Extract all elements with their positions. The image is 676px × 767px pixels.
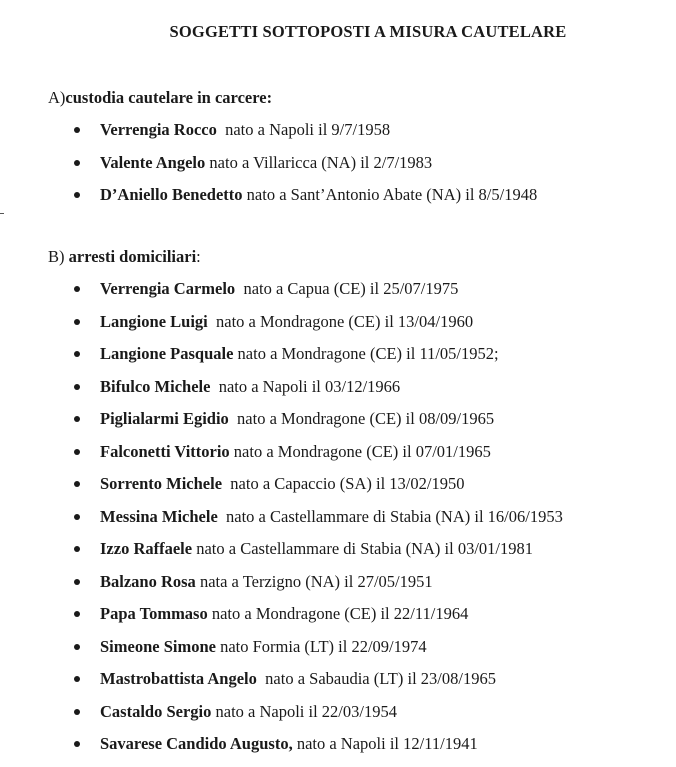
bullet-icon — [74, 741, 80, 747]
section-a-list — [48, 120, 537, 218]
list-item — [48, 312, 563, 345]
section-custodia-cautelare — [48, 88, 537, 218]
person-name: Simeone Simone — [100, 636, 216, 656]
list-item — [48, 344, 563, 377]
section-a-heading — [48, 88, 537, 108]
person-name: Izzo Raffaele — [100, 539, 193, 558]
section-a-prefix: A) — [48, 88, 66, 107]
bullet-icon — [74, 514, 80, 520]
person-detail: nato a Napoli il 03/12/1966 — [210, 376, 401, 396]
person-name: Piglialarmi Egidio — [100, 409, 229, 428]
person-detail: nato Formia (LT) il 22/09/1974 — [215, 636, 427, 656]
person-name: Langione Luigi — [100, 311, 208, 331]
person-name: Falconetti Vittorio — [100, 441, 230, 461]
bullet-icon — [74, 319, 80, 325]
person-detail: nato a Mondragone (CE) il 13/04/1960 — [207, 311, 474, 331]
list-item — [48, 120, 537, 153]
person-name: Savarese Candido Augusto, — [100, 734, 293, 753]
list-item — [48, 572, 563, 605]
person-name: Castaldo Sergio — [100, 701, 212, 721]
list-item — [48, 669, 563, 702]
person-name: Verrengia Rocco — [100, 120, 217, 139]
person-detail: nato a Napoli il 12/11/1941 — [292, 734, 478, 753]
person-name: Messina Michele — [100, 506, 218, 526]
section-b-prefix: B) — [48, 247, 69, 266]
person-name: Sorrento Michele — [100, 474, 223, 493]
list-item — [48, 539, 563, 572]
person-detail: nato a Capaccio (SA) il 13/02/1950 — [222, 474, 465, 493]
bullet-icon — [74, 351, 80, 357]
person-detail: nato a Napoli il 22/03/1954 — [211, 701, 397, 721]
list-item — [48, 702, 563, 735]
document-title: SOGGETTI SOTTOPOSTI A MISURA CAUTELARE — [169, 22, 567, 41]
person-name: D’Aniello Benedetto — [100, 185, 243, 204]
bullet-icon — [74, 546, 80, 552]
section-b-title: arresti domiciliari — [68, 247, 197, 266]
bullet-icon — [74, 611, 80, 617]
bullet-icon — [74, 384, 80, 390]
list-item — [48, 153, 537, 186]
section-b-title-suffix: : — [196, 247, 201, 266]
person-detail: nata a Terzigno (NA) il 27/05/1951 — [195, 571, 433, 591]
section-b-list — [48, 279, 563, 767]
bullet-icon — [74, 449, 80, 455]
person-detail: nato a Mondragone (CE) il 11/05/1952; — [233, 344, 499, 363]
person-name: Valente Angelo — [100, 152, 206, 172]
bullet-icon — [74, 192, 80, 198]
bullet-icon — [74, 579, 80, 585]
person-detail: nato a Sabaudia (LT) il 23/08/1965 — [256, 669, 496, 688]
bullet-icon — [74, 416, 80, 422]
person-name: Balzano Rosa — [100, 571, 196, 591]
person-detail: nato a Mondragone (CE) il 08/09/1965 — [228, 409, 495, 428]
person-name: Langione Pasquale — [100, 344, 234, 363]
person-detail: nato a Napoli il 9/7/1958 — [216, 120, 391, 139]
person-detail: nato a Castellammare di Stabia (NA) il 03/01/1981 — [192, 539, 534, 558]
margin-mark — [0, 213, 4, 214]
person-name: Bifulco Michele — [100, 376, 211, 396]
bullet-icon — [74, 286, 80, 292]
bullet-icon — [74, 644, 80, 650]
section-b-heading — [48, 247, 563, 267]
section-a-title: custodia cautelare in carcere: — [65, 88, 273, 107]
person-detail: nato a Villaricca (NA) il 2/7/1983 — [205, 152, 433, 172]
list-item — [48, 279, 563, 312]
person-detail: nato a Mondragone (CE) il 07/01/1965 — [229, 441, 491, 461]
list-item — [48, 409, 563, 442]
list-item — [48, 185, 537, 218]
person-name: Papa Tommaso — [100, 604, 208, 623]
bullet-icon — [74, 481, 80, 487]
bullet-icon — [74, 127, 80, 133]
list-item — [48, 637, 563, 670]
bullet-icon — [74, 160, 80, 166]
person-name: Mastrobattista Angelo — [100, 669, 257, 688]
list-item — [48, 474, 563, 507]
person-detail: nato a Mondragone (CE) il 22/11/1964 — [207, 604, 469, 623]
person-detail: nato a Castellammare di Stabia (NA) il 16/06/1953 — [217, 506, 563, 526]
list-item — [48, 442, 563, 475]
bullet-icon — [74, 676, 80, 682]
list-item — [48, 377, 563, 410]
list-item — [48, 604, 563, 637]
person-detail: nato a Capua (CE) il 25/07/1975 — [235, 279, 459, 298]
section-arresti-domiciliari — [48, 247, 563, 767]
person-detail: nato a Sant’Antonio Abate (NA) il 8/5/1948 — [242, 185, 538, 204]
list-item — [48, 507, 563, 540]
person-name: Verrengia Carmelo — [100, 279, 236, 298]
bullet-icon — [74, 709, 80, 715]
